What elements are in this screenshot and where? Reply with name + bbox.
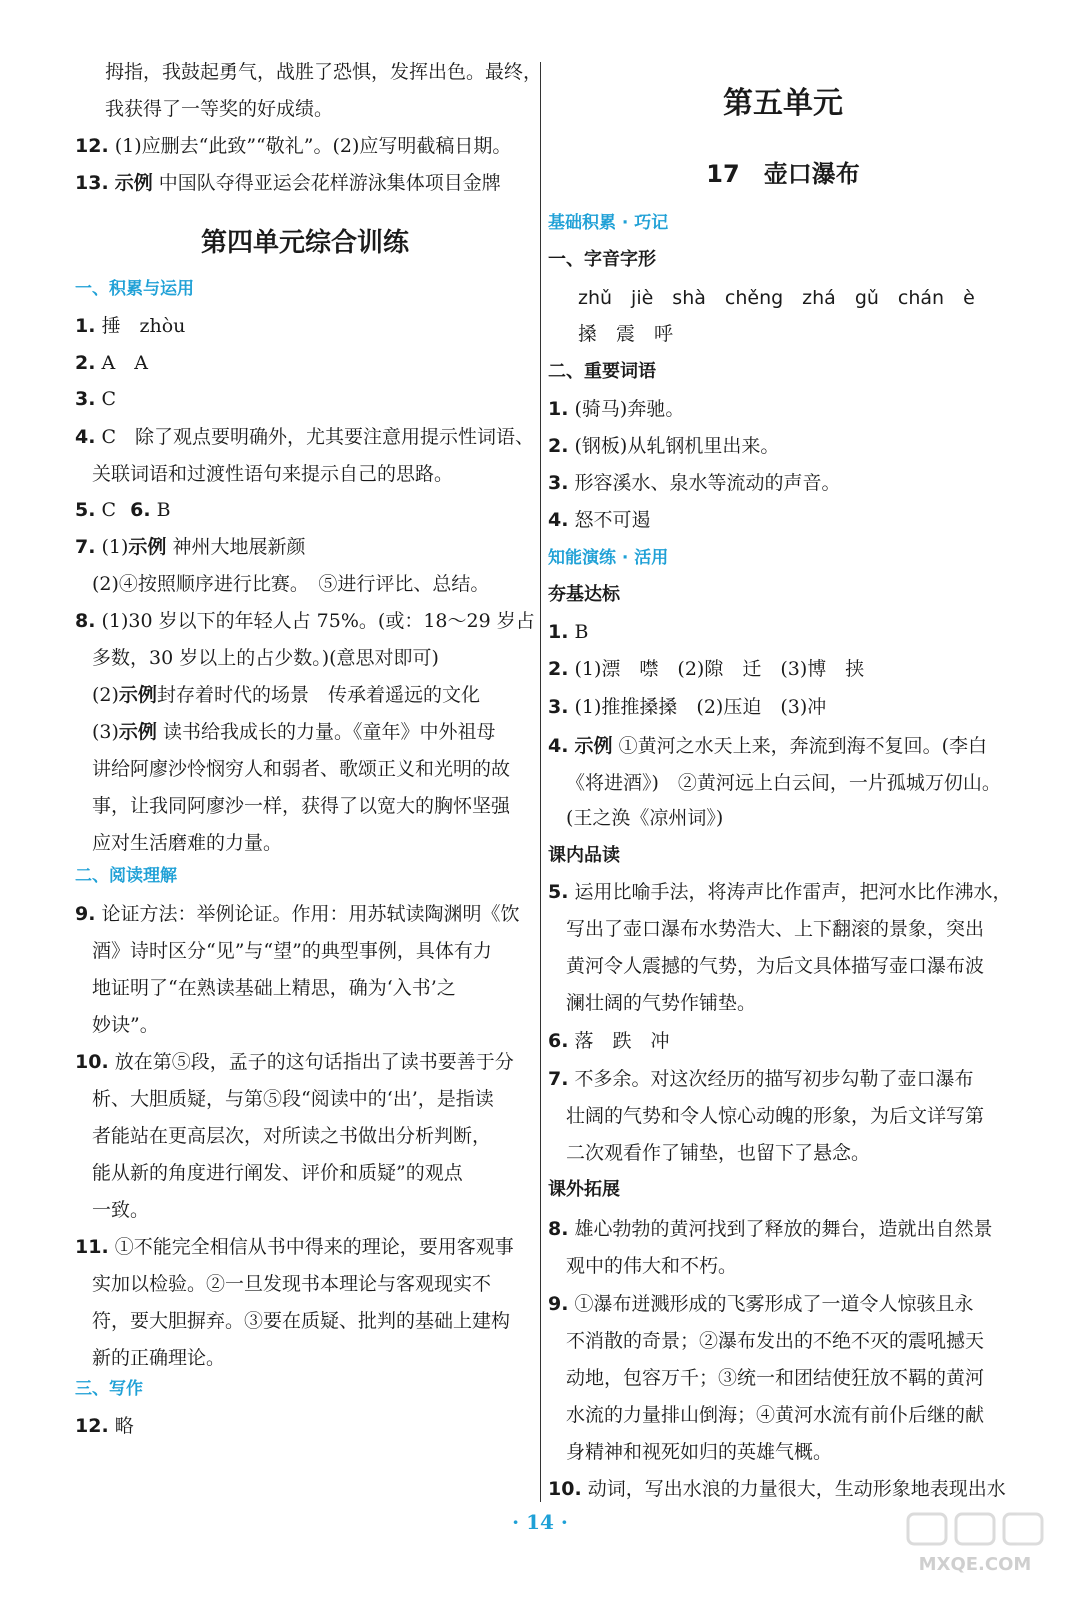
- item-text: 雄心勃勃的黄河找到了释放的舞台，造就出自然景: [574, 1218, 993, 1240]
- answer-item: [75, 902, 520, 926]
- text-line: 妙诀”。: [92, 1014, 159, 1036]
- text-line: 壮阔的气势和令人惊心动魄的形象，为后文详写第: [566, 1105, 985, 1127]
- item-text: ①不能完全相信从书中得来的理论，要用客观事: [114, 1236, 514, 1258]
- text-line: 讲给阿廖沙怜悯穷人和弱者、歌颂正义和光明的故: [92, 758, 511, 780]
- item-text: (2): [92, 684, 119, 706]
- example-label: 示例: [114, 172, 153, 194]
- item-text: 略: [114, 1415, 134, 1437]
- item-number: 4.: [75, 426, 96, 448]
- column-divider: [540, 62, 541, 1502]
- answer-item: [548, 1067, 974, 1091]
- item-number: 11.: [75, 1236, 109, 1258]
- chars-line: 搡 震 呼: [578, 323, 674, 345]
- answer-item: [75, 171, 501, 195]
- answer-item: [75, 1414, 134, 1438]
- item-number: 1.: [75, 315, 96, 337]
- item-number: 4.: [548, 735, 569, 757]
- answer-item: [548, 1292, 974, 1316]
- item-number: 8.: [75, 610, 96, 632]
- text-line: [92, 720, 496, 744]
- sub-heading: 二、重要词语: [548, 361, 656, 382]
- text-line: 一致。: [92, 1199, 150, 1221]
- item-number: 3.: [548, 472, 569, 494]
- sub-heading: 课内品读: [548, 845, 620, 866]
- item-number: 1.: [548, 398, 569, 420]
- text-line: 我获得了一等奖的好成绩。: [105, 98, 334, 120]
- sub-heading: 一、字音字形: [548, 249, 656, 270]
- answer-item: [548, 1217, 993, 1241]
- answer-item: [548, 508, 651, 532]
- text-line: 地证明了“在熟读基础上精思，确为‘入书’之: [92, 977, 456, 999]
- text-line: 符，要大胆摒弃。③要在质疑、批判的基础上建构: [92, 1310, 511, 1332]
- lesson-title: 17 壶口瀑布: [706, 160, 860, 188]
- example-label: 示例: [118, 684, 157, 706]
- item-number: 2.: [75, 352, 96, 374]
- answer-item: [75, 498, 171, 522]
- item-number: 3.: [548, 696, 569, 718]
- item-number: 5.: [75, 499, 96, 521]
- answer-item: [75, 134, 511, 158]
- answer-item: [548, 434, 779, 458]
- part-heading: 二、阅读理解: [75, 866, 177, 886]
- text-line: 二次观看作了铺垫，也留下了悬念。: [566, 1142, 871, 1164]
- answer-item: [75, 351, 148, 375]
- sub-heading: 课外拓展: [548, 1179, 620, 1200]
- item-text: ①黄河之水天上来，奔流到海不复回。(李白: [618, 735, 987, 757]
- item-text: 读书给我成长的力量。《童年》中外祖母: [162, 721, 496, 743]
- section-heading: 知能演练 · 活用: [548, 548, 669, 568]
- section-title: 第四单元综合训练: [200, 228, 409, 258]
- item-number: 7.: [548, 1068, 569, 1090]
- item-number: 9.: [548, 1293, 569, 1315]
- answer-item: [75, 1050, 514, 1074]
- item-number: 4.: [548, 509, 569, 531]
- item-number: 5.: [548, 881, 569, 903]
- item-text: 怒不可遏: [574, 509, 651, 531]
- item-text: 不多余。对这次经历的描写初步勾勒了壶口瀑布: [574, 1068, 974, 1090]
- item-text: (1)漂 噤 (2)隙 迁 (3)博 挟: [574, 658, 865, 680]
- answer-item: [548, 1477, 1006, 1501]
- watermark-logo: [900, 1508, 1050, 1578]
- item-text: C: [101, 388, 117, 410]
- svg-text:MXQE.COM: MXQE.COM: [918, 1554, 1032, 1575]
- text-line: 者能站在更高层次，对所读之书做出分析判断，: [92, 1125, 492, 1147]
- page-number: · 14 ·: [512, 1510, 568, 1534]
- item-text: B: [574, 621, 589, 643]
- text-line: 观中的伟大和不朽。: [566, 1255, 738, 1277]
- text-line: 实加以检验。②一旦发现书本理论与客观现实不: [92, 1273, 492, 1295]
- part-heading: 三、写作: [75, 1379, 143, 1399]
- item-number: 2.: [548, 435, 569, 457]
- item-text: B: [156, 499, 171, 521]
- section-heading: 基础积累 · 巧记: [548, 213, 669, 233]
- text-line: 事，让我同阿廖沙一样，获得了以宽大的胸怀坚强: [92, 795, 511, 817]
- item-text: (1)推推搡搡 (2)压迫 (3)冲: [574, 696, 827, 718]
- item-text: 捶 zhòu: [101, 315, 186, 337]
- item-number: 3.: [75, 388, 96, 410]
- text-line: 应对生活磨难的力量。: [92, 832, 283, 854]
- answer-item: [75, 387, 116, 411]
- item-number: 6.: [130, 499, 151, 521]
- answer-item: [548, 1029, 670, 1053]
- text-line: (王之涣《凉州词》): [566, 807, 724, 829]
- text-line: 关联词语和过渡性语句来提示自己的思路。: [92, 463, 454, 485]
- item-text: 动词，写出水浪的力量很大，生动形象地表现出水: [587, 1478, 1006, 1500]
- item-number: 13.: [75, 172, 109, 194]
- answer-item: [548, 880, 1012, 904]
- item-text: (1): [101, 536, 129, 558]
- answer-item: [75, 314, 185, 338]
- item-number: 9.: [75, 903, 96, 925]
- item-text: (3): [92, 721, 119, 743]
- item-text: 中国队夺得亚运会花样游泳集体项目金牌: [158, 172, 501, 194]
- item-number: 7.: [75, 536, 96, 558]
- item-text: C: [101, 499, 117, 521]
- example-label: 示例: [128, 536, 167, 558]
- text-line: 多数，30 岁以上的占少数。)(意思对即可): [92, 647, 439, 669]
- item-number: 12.: [75, 1415, 109, 1437]
- text-line: 析、大胆质疑，与第⑤段“阅读中的‘出’，是指读: [92, 1088, 494, 1110]
- item-text: 形容溪水、泉水等流动的声音。: [574, 472, 841, 494]
- part-heading: 一、积累与运用: [75, 279, 194, 299]
- text-line: 写出了壶口瀑布水势浩大、上下翻滚的景象，突出: [566, 918, 985, 940]
- answer-item: [548, 397, 684, 421]
- item-number: 12.: [75, 135, 109, 157]
- item-text: (骑马)奔驰。: [574, 398, 685, 420]
- item-text: (1)应删去“此致”“敬礼”。(2)应写明截稿日期。: [114, 135, 512, 157]
- answer-item: [75, 1235, 514, 1259]
- item-text: C 除了观点要明确外，尤其要注意用提示性词语、: [101, 426, 535, 448]
- item-text: 神州大地展新颜: [172, 536, 306, 558]
- text-line: 动地，包容万千；③统一和团结使狂放不羁的黄河: [566, 1367, 985, 1389]
- text-line: 拇指，我鼓起勇气，战胜了恐惧，发挥出色。最终，: [105, 61, 543, 83]
- item-number: 8.: [548, 1218, 569, 1240]
- example-label: 示例: [118, 721, 157, 743]
- answer-item: [75, 535, 306, 559]
- answer-item: [548, 734, 987, 758]
- item-number: 6.: [548, 1030, 569, 1052]
- item-text: ①瀑布迸溅形成的飞雾形成了一道令人惊骇且永: [574, 1293, 974, 1315]
- item-text: A A: [101, 352, 148, 374]
- answer-item: [548, 620, 588, 644]
- example-label: 示例: [574, 735, 613, 757]
- item-text: 封存着时代的场景 传承着遥远的文化: [156, 684, 480, 706]
- item-number: 10.: [75, 1051, 109, 1073]
- item-text: 放在第⑤段，孟子的这句话指出了读书要善于分: [114, 1051, 514, 1073]
- answer-item: [75, 425, 534, 449]
- unit-title: 第五单元: [723, 86, 843, 121]
- item-text: 论证方法：举例论证。作用：用苏轼读陶渊明《饮: [101, 903, 520, 925]
- text-line: 新的正确理论。: [92, 1347, 226, 1369]
- pinyin-line: zhǔ jiè shà chěng zhá gǔ chán è: [578, 287, 975, 309]
- text-line: 《将进酒》) ②黄河远上白云间，一片孤城万仞山。: [566, 772, 1001, 794]
- answer-item: [548, 471, 841, 495]
- item-text: 运用比喻手法，将涛声比作雷声，把河水比作沸水，: [574, 881, 1012, 903]
- text-line: 不消散的奇景；②瀑布发出的不绝不灭的震吼撼天: [566, 1330, 985, 1352]
- text-line: [92, 683, 480, 707]
- item-number: 1.: [548, 621, 569, 643]
- text-line: 水流的力量排山倒海；④黄河水流有前仆后继的献: [566, 1404, 985, 1426]
- text-line: 能从新的角度进行阐发、评价和质疑”的观点: [92, 1162, 463, 1184]
- answer-item: [548, 657, 864, 681]
- text-line: (2)④按照顺序进行比赛。 ⑤进行评比、总结。: [92, 573, 490, 595]
- sub-heading: 夯基达标: [548, 584, 620, 605]
- item-number: 10.: [548, 1478, 582, 1500]
- item-text: 落 跌 冲: [574, 1030, 670, 1052]
- text-line: 身精神和视死如归的英雄气概。: [566, 1441, 833, 1463]
- text-line: 黄河令人震撼的气势，为后文具体描写壶口瀑布波: [566, 955, 985, 977]
- item-text: (1)30 岁以下的年轻人占 75%。(或：18～29 岁占: [101, 610, 535, 632]
- text-line: 酒》诗时区分“见”与“望”的典型事例，具体有力: [92, 940, 492, 962]
- item-text: (钢板)从轧钢机里出来。: [574, 435, 780, 457]
- answer-item: [75, 609, 535, 633]
- text-line: 澜壮阔的气势作铺垫。: [566, 992, 757, 1014]
- answer-item: [548, 695, 826, 719]
- item-number: 2.: [548, 658, 569, 680]
